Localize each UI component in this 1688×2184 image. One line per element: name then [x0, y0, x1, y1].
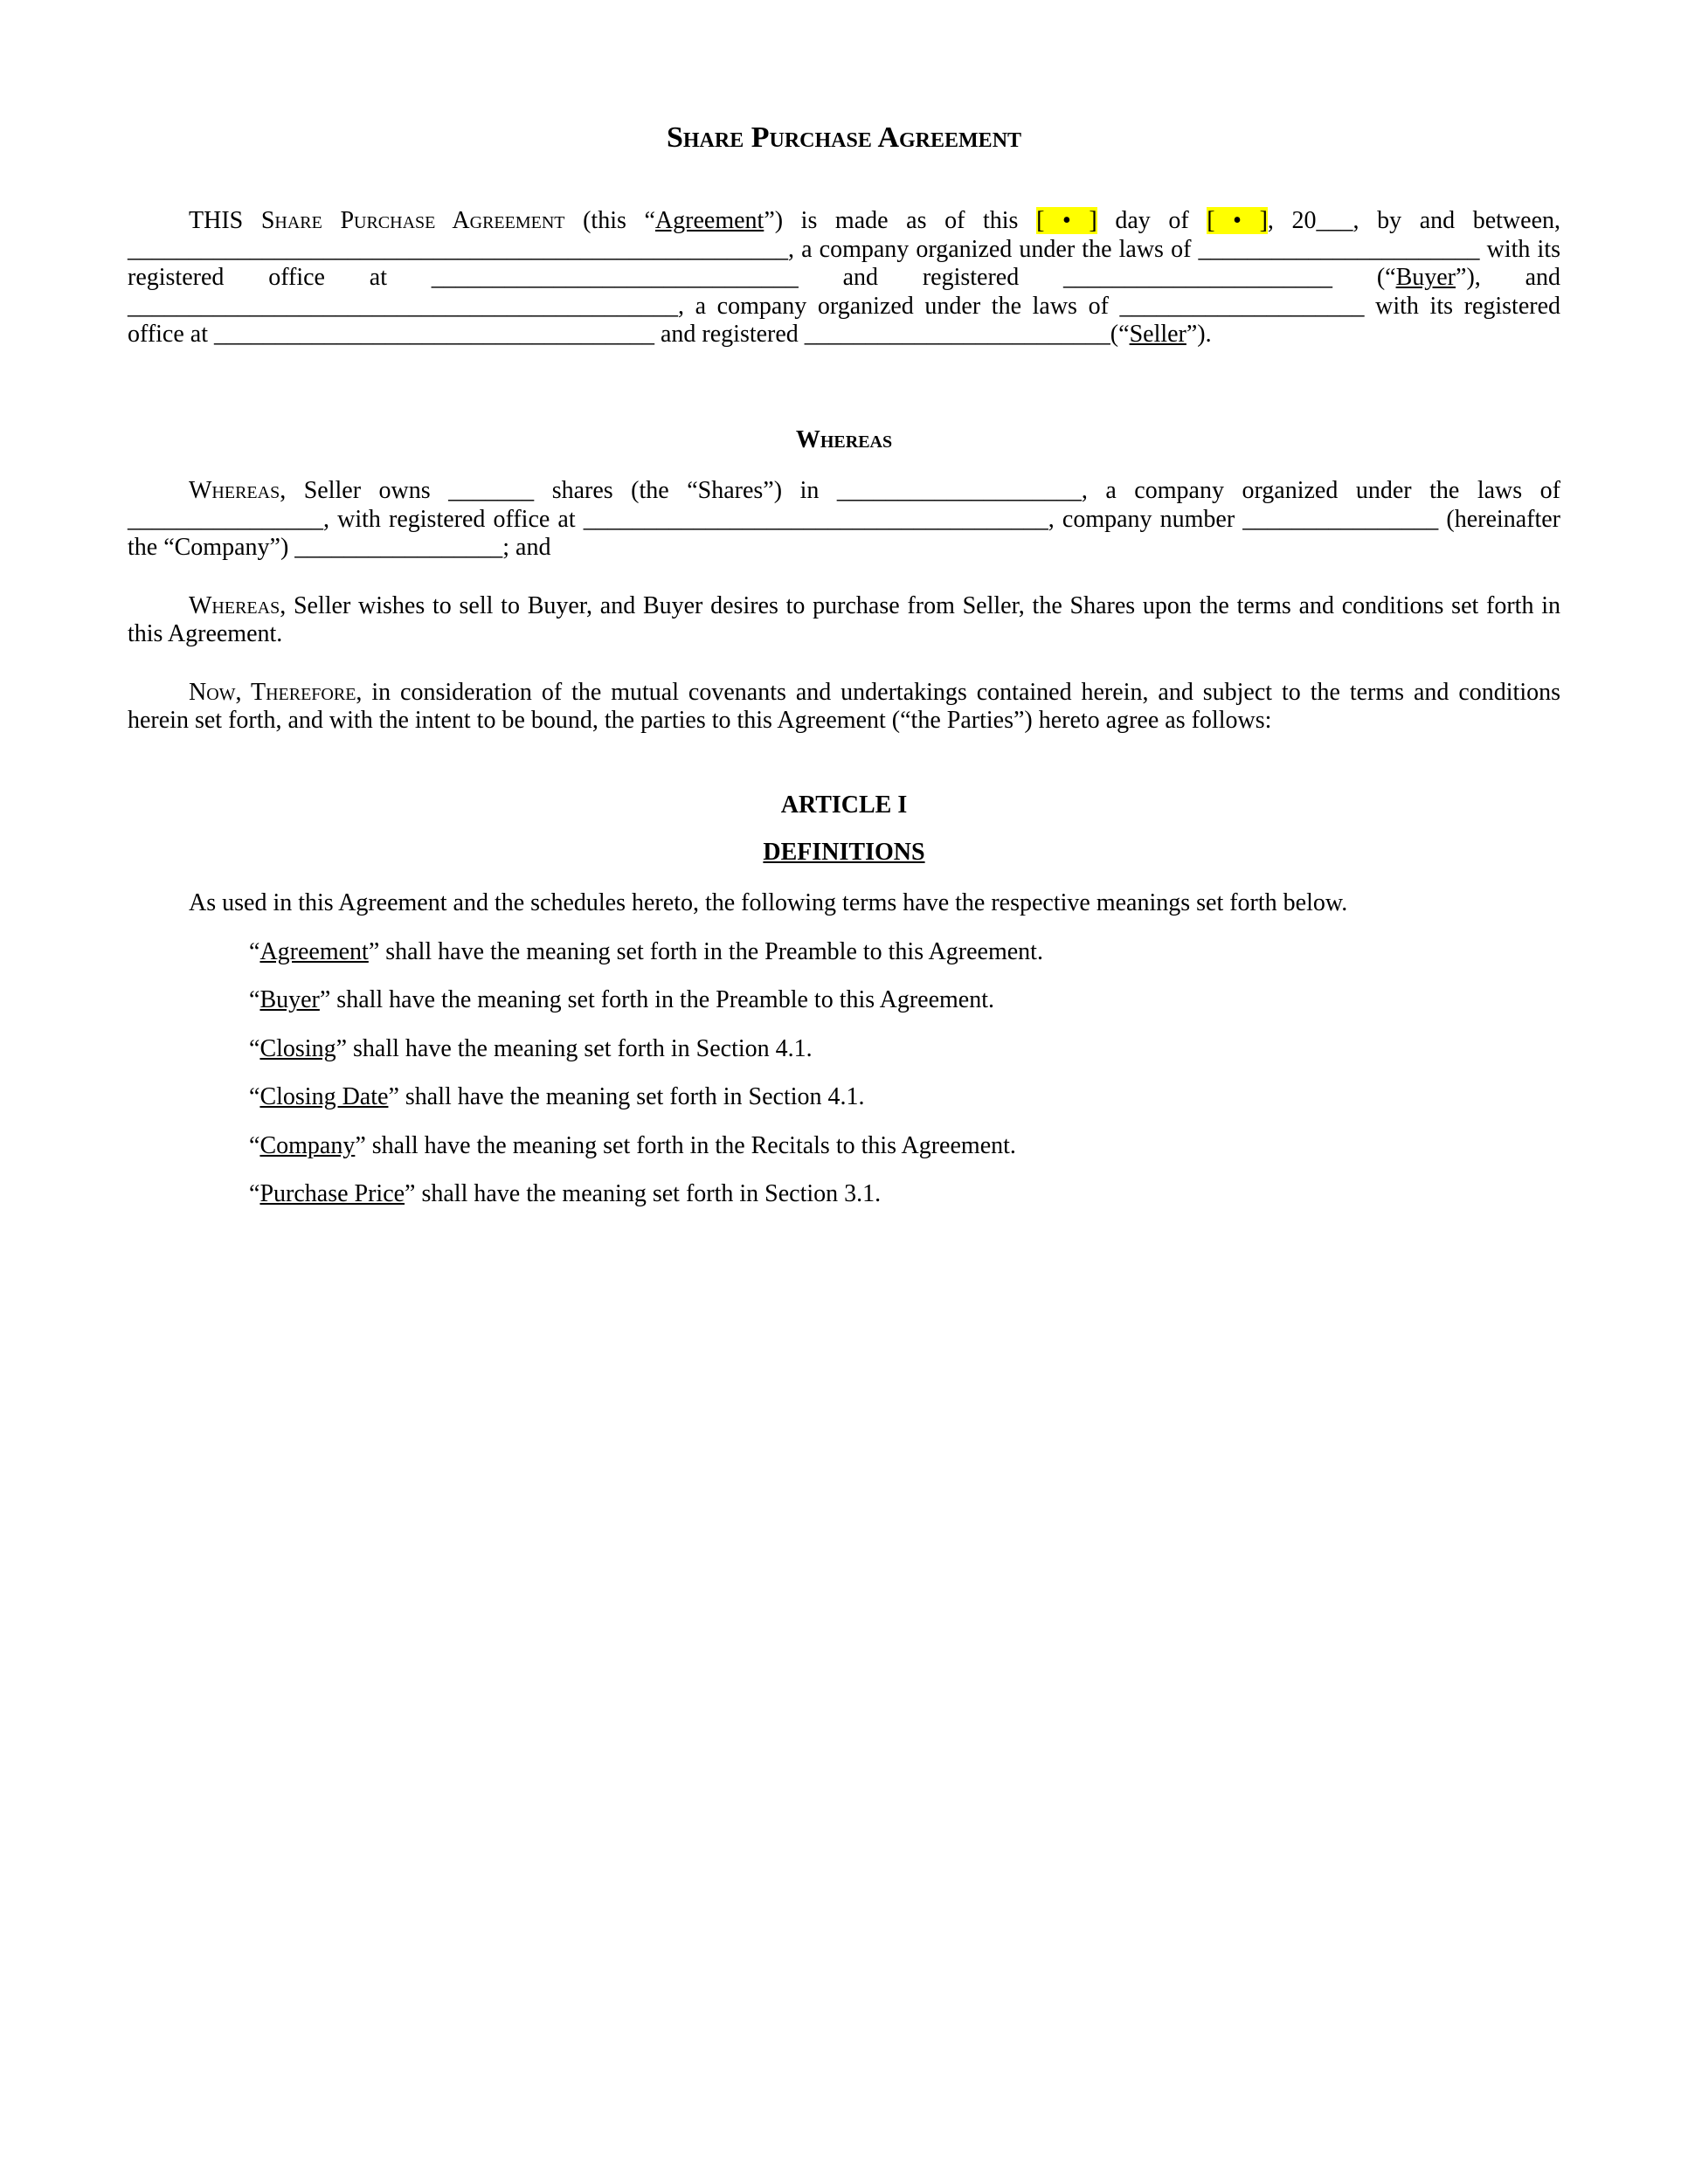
article-1-heading: ARTICLE I	[780, 791, 908, 819]
definition-item-purchase-price: “Purchase Price” shall have the meaning set forth in Section 3.1.	[249, 1180, 882, 1208]
definition-item-agreement: “Agreement” shall have the meaning set forth in the Preamble to this Agreement.	[249, 937, 1043, 965]
definitions-intro: As used in this Agreement and the schedules hereto, the following terms have the respective meanings set forth below.	[189, 889, 1348, 917]
definition-item-buyer: “Buyer” shall have the meaning set forth in the Preamble to this Agreement.	[249, 986, 994, 1014]
definitions-heading: DEFINITIONS	[763, 839, 925, 866]
document-title: Share Purchase Agreement	[666, 121, 1022, 154]
recital-paragraph-shares: Whereas, Seller owns _______ shares (the “Shares”) in ____________________, a company organized under the laws of ________________, with registered office at ______________________________________, company number ________________ (hereinafter the “Company”) _________________; and	[128, 477, 1560, 562]
now-therefore-paragraph: Now, Therefore, in consideration of the mutual covenants and undertakings contained herein, and subject to the terms and conditions herein set forth, and with the intent to be bound, the parties to this Agreement (“the Parties”) hereto agree as follows:	[128, 678, 1561, 735]
whereas-heading: Whereas	[795, 425, 893, 453]
definition-item-closing-date: “Closing Date” shall have the meaning set forth in Section 4.1.	[249, 1083, 865, 1111]
definition-item-closing: “Closing” shall have the meaning set forth in Section 4.1.	[249, 1034, 813, 1062]
recital-paragraph-sale: Whereas, Seller wishes to sell to Buyer, and Buyer desires to purchase from Seller, the Shares upon the terms and conditions set forth in this Agreement.	[128, 591, 1560, 648]
preamble-paragraph: THIS Share Purchase Agreement (this “Agreement”) is made as of this [ • ] day of [ • ], 20___, by and between, ______________________________________________________, a company organized under the laws of _______________________ with its registered office at ______________________________ and registered ______________________ (“Buyer”), and _____________________________________________, a company organized under the laws of ____________________ with its registered office at ____________________________________ and registered _________________________(“Seller”).	[128, 207, 1561, 349]
definition-item-company: “Company” shall have the meaning set forth in the Recitals to this Agreement.	[249, 1131, 1016, 1159]
